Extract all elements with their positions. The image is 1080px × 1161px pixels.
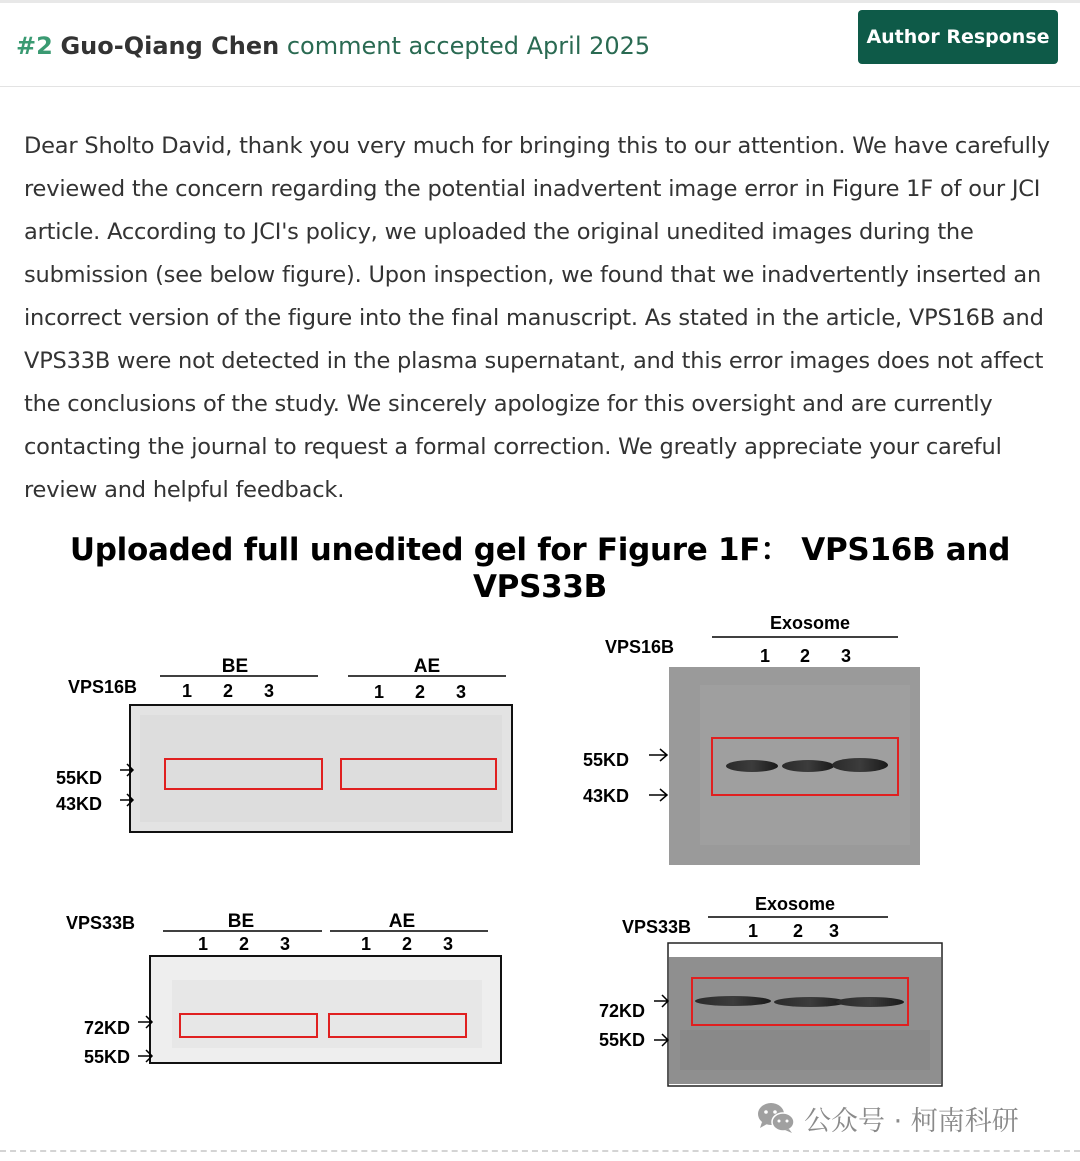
panel-protein-label: VPS33B [622,917,692,937]
marker-arrow-icon [654,995,668,1007]
watermark [756,1098,1019,1138]
gel-background [680,1030,930,1070]
lane-label: 1 [759,646,771,666]
lane-label: 2 [792,921,804,941]
lane-label: 1 [360,934,372,954]
bottom-divider [0,1150,1080,1152]
group-label-be: BE [227,911,255,932]
comment-header-line [16,31,650,61]
lane-label: 3 [828,921,840,941]
western-band [782,760,834,772]
comment-number[interactable]: #2 [16,32,53,60]
western-band [695,996,771,1006]
comment-author[interactable]: Guo-Qiang Chen [60,32,280,60]
western-band [836,997,904,1007]
western-band [726,760,778,772]
group-label-ae: AE [413,656,441,677]
panel-vps16b-exosome [583,613,920,865]
marker-label: 55KD [599,1030,646,1050]
lane-label: 3 [455,682,467,702]
marker-label: 55KD [583,750,630,770]
lane-label: 3 [263,681,275,701]
marker-arrow-icon [649,789,667,801]
western-band [832,758,888,772]
lane-label: 2 [238,934,250,954]
group-label-ae: AE [388,911,416,932]
author-response-button[interactable]: Author Response [858,10,1058,64]
lane-label: 2 [799,646,811,666]
wechat-icon [756,1101,796,1135]
lane-label: 1 [373,682,385,702]
figure-title: Uploaded full unedited gel for Figure 1F： VPS16B and VPS33B [69,532,1011,605]
lane-label: 1 [747,921,759,941]
comment-header [0,3,1080,87]
gel-figure [0,590,1080,1095]
comment-meta: comment accepted April 2025 [286,32,651,60]
watermark-text: 公众号 · 柯南科研 [804,1105,1019,1137]
marker-arrow-icon [649,749,667,761]
marker-label: 55KD [84,1047,131,1067]
lane-label: 2 [222,681,234,701]
marker-label: 72KD [84,1018,131,1038]
marker-label: 43KD [56,794,103,814]
panel-vps33b-plasma [66,911,501,1067]
lane-label: 3 [442,934,454,954]
comment-body: Dear Sholto David, thank you very much for bringing this to our attention. We have carefully reviewed the concern regarding the potential inadvertent image error in Figure 1F of our JCI article. According to JCI's policy, we uploaded the original unedited images during the submission (see below figure). Upon inspection, we found that we inadvertently inserted an incorrect version of the figure into the final manuscript. As stated in the article, VPS16B and VPS33B were not detected in the plasma supernatant, and this error images does not affect the conclusions of the study. We sincerely apologize for this oversight and are currently contacting the journal to request a formal correction. We greatly appreciate your careful review and helpful feedback. [24,133,1050,503]
lane-label: 3 [279,934,291,954]
panel-vps33b-exosome [599,894,942,1086]
group-label-exosome: Exosome [754,894,836,914]
lane-label: 3 [840,646,852,666]
group-label-exosome: Exosome [769,613,851,633]
panel-protein-label: VPS33B [66,913,136,933]
lane-label: 1 [181,681,193,701]
marker-label: 55KD [56,768,103,788]
marker-arrow-icon [654,1034,668,1046]
lane-label: 2 [401,934,413,954]
lane-label: 2 [414,682,426,702]
panel-protein-label: VPS16B [605,637,675,657]
marker-label: 72KD [599,1001,646,1021]
panel-vps16b-plasma [56,656,512,832]
marker-label: 43KD [583,786,630,806]
lane-label: 1 [197,934,209,954]
group-label-be: BE [221,656,249,677]
western-band [774,997,846,1007]
panel-protein-label: VPS16B [68,677,138,697]
